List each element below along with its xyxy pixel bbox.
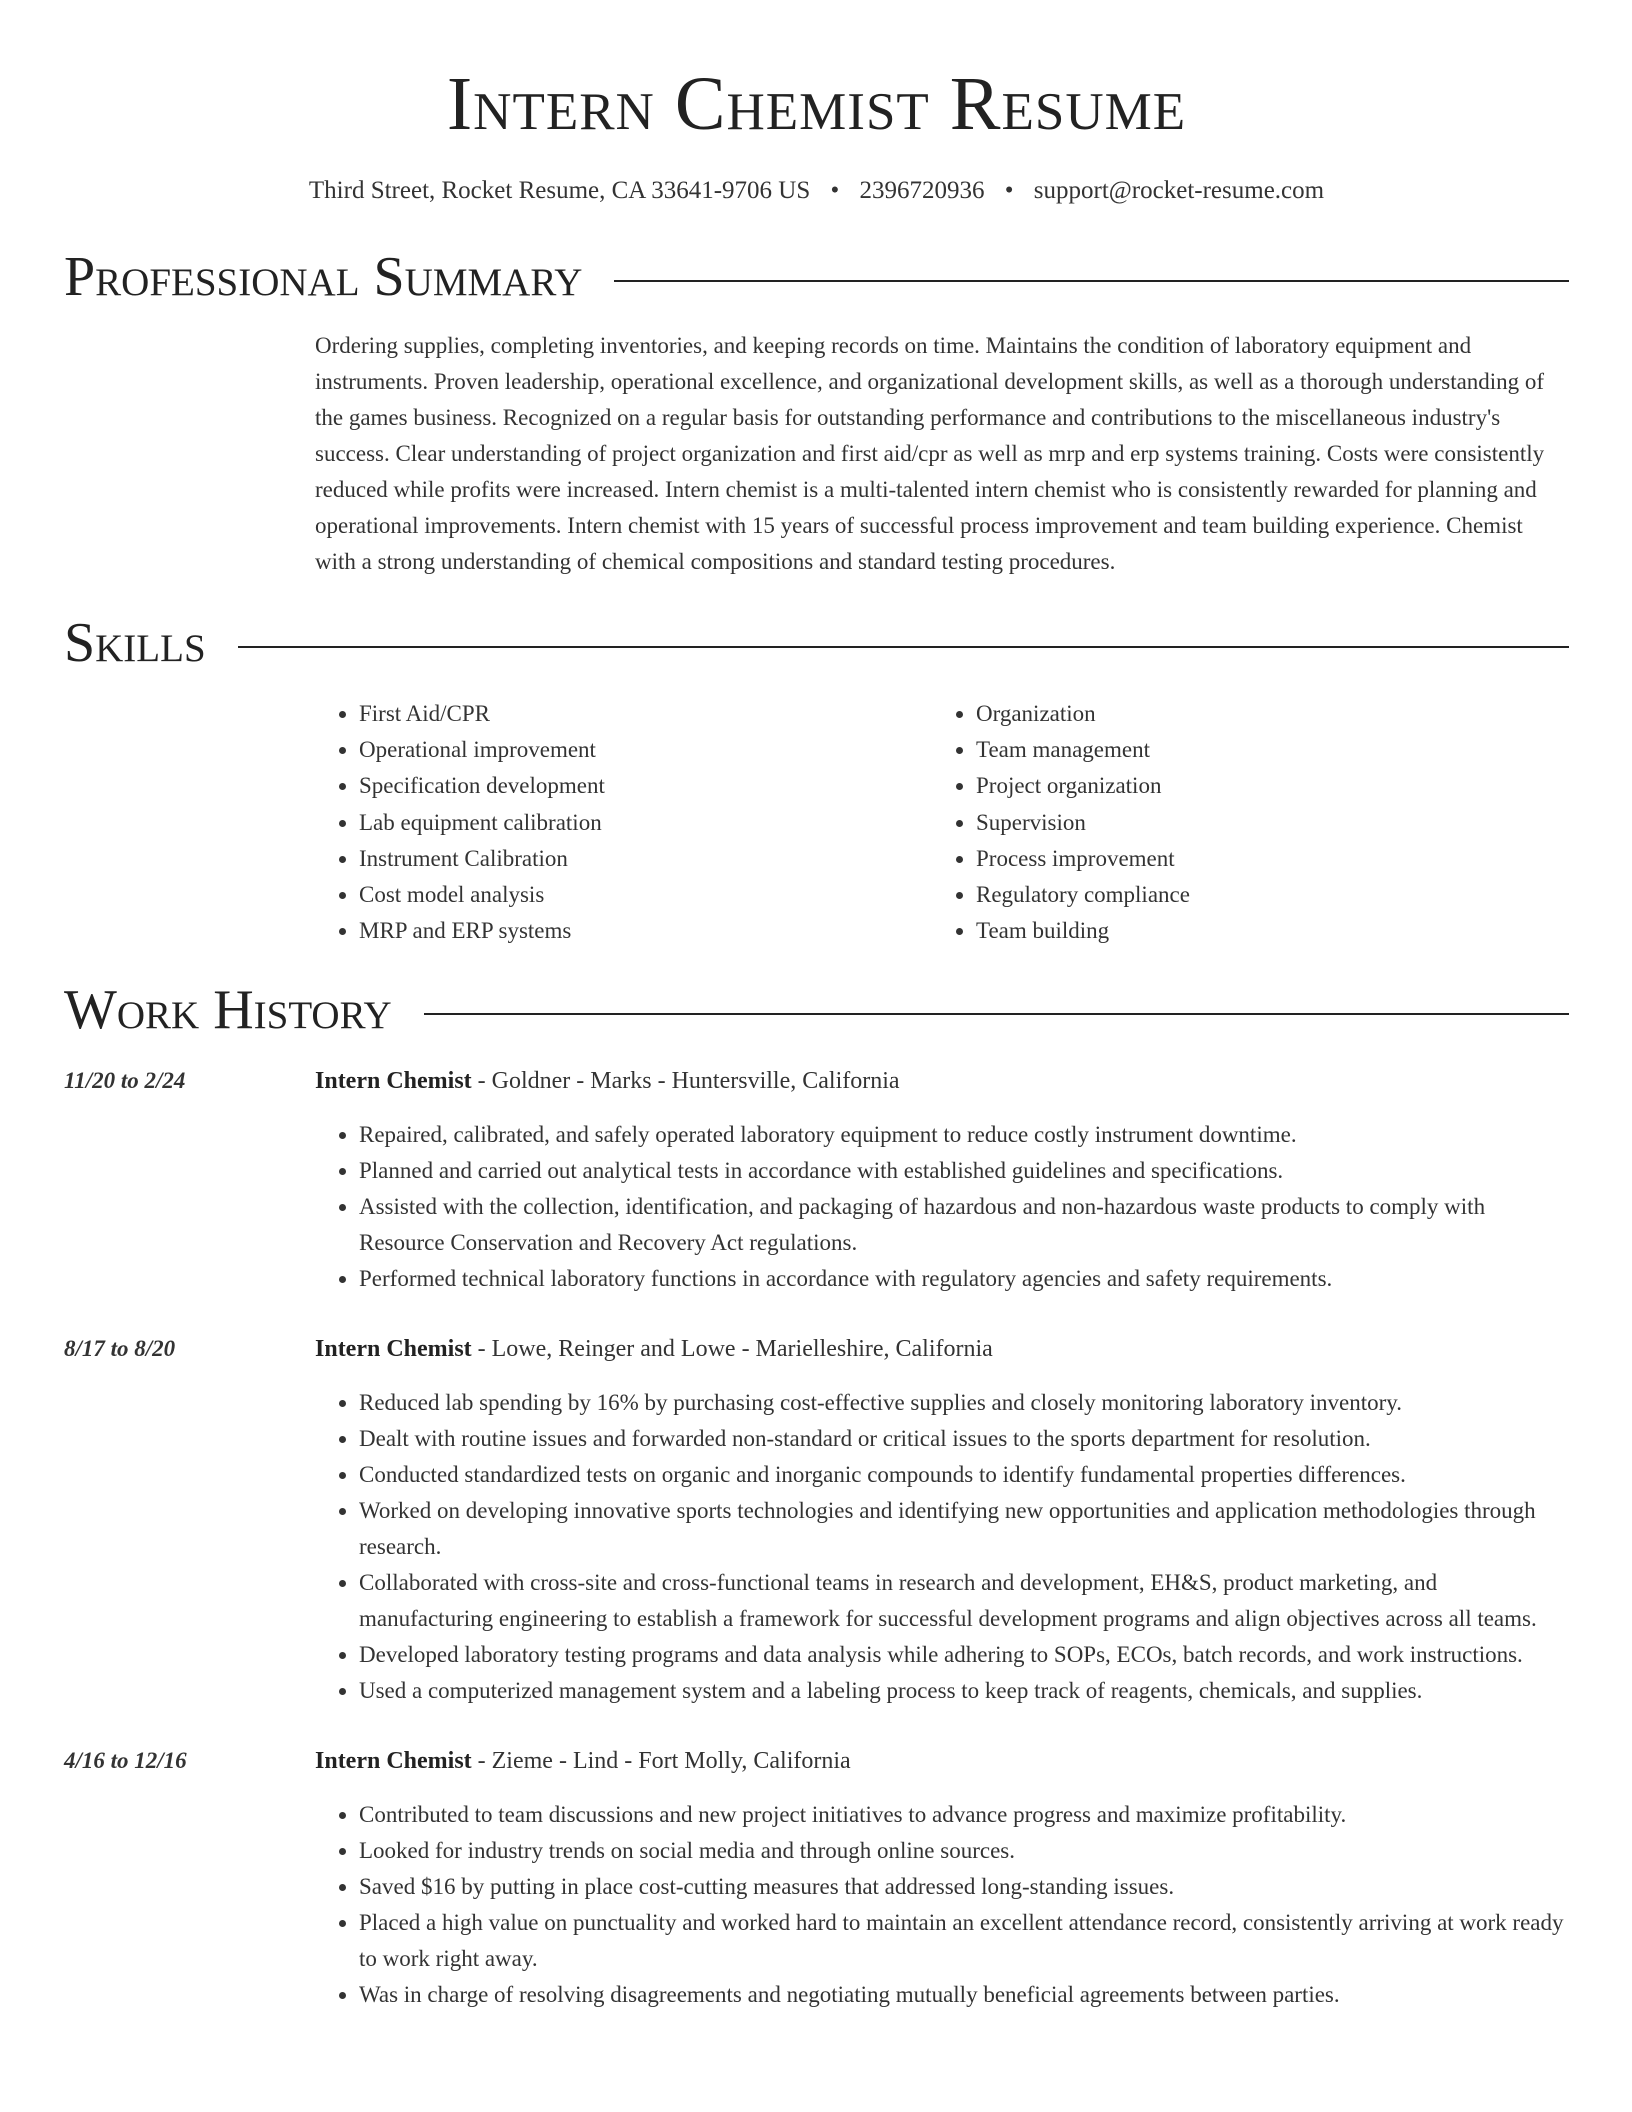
job-bullet: • Dealt with routine issues and forwarded non-standard or critical issues to the sports department for resolution. — [359, 1421, 1569, 1457]
job-heading — [315, 1743, 1569, 1779]
skill-item: • Operational improvement — [359, 732, 932, 768]
job-title: Intern Chemist — [315, 1748, 472, 1775]
skills-left-column — [315, 696, 932, 949]
resume-page — [64, 0, 1569, 2013]
skill-item: • Regulatory compliance — [976, 877, 1549, 913]
skill-item: • Project organization — [976, 768, 1549, 804]
skill-item: • Organization — [976, 696, 1549, 732]
skills-heading: Skills — [64, 612, 206, 674]
skill-item: • Team building — [976, 913, 1549, 949]
contact-email: support@rocket-resume.com — [1033, 177, 1325, 204]
resume-title: Intern Chemist Resume — [446, 62, 1187, 146]
work-heading: Work History — [64, 979, 392, 1042]
summary-section-header — [64, 242, 1569, 312]
job-entry — [64, 1331, 1569, 1709]
job-bullet-list — [315, 1385, 1569, 1709]
skill-item: • Instrument Calibration — [359, 841, 932, 877]
contact-separator: • — [830, 177, 840, 204]
job-bullet: • Assisted with the collection, identification, and packaging of hazardous and non-hazardous waste products to comply with Resource Conservation and Recovery Act regulations. — [359, 1189, 1569, 1261]
job-heading — [315, 1063, 1569, 1099]
job-bullet: • Performed technical laboratory functions in accordance with regulatory agencies and safety requirements. — [359, 1261, 1569, 1297]
job-bullet-list — [315, 1117, 1569, 1297]
job-bullet: • Placed a high value on punctuality and worked hard to maintain an excellent attendance record, consistently arriving at work ready to work right away. — [359, 1905, 1569, 1977]
job-bullet: • Contributed to team discussions and new project initiatives to advance progress and maximize profitability. — [359, 1797, 1569, 1833]
job-bullet: • Looked for industry trends on social media and through online sources. — [359, 1833, 1569, 1869]
job-employer: - Lowe, Reinger and Lowe - Marielleshire, California — [471, 1336, 993, 1363]
job-bullet: • Repaired, calibrated, and safely operated laboratory equipment to reduce costly instrument downtime. — [359, 1117, 1569, 1153]
job-dates: 8/17 to 8/20 — [64, 1336, 176, 1362]
skills-right-column — [932, 696, 1549, 949]
skill-item: • Team management — [976, 732, 1549, 768]
job-bullet: • Worked on developing innovative sports technologies and identifying new opportunities and application methodologies through research. — [359, 1493, 1569, 1565]
job-entry — [64, 1743, 1569, 2013]
contact-line — [64, 174, 1569, 208]
section-divider — [614, 280, 1569, 282]
job-employer: - Goldner - Marks - Huntersville, California — [471, 1068, 900, 1095]
job-title: Intern Chemist — [315, 1336, 472, 1363]
job-dates: 4/16 to 12/16 — [64, 1748, 187, 1774]
job-heading — [315, 1331, 1569, 1367]
job-title: Intern Chemist — [315, 1068, 472, 1095]
job-employer: - Zieme - Lind - Fort Molly, California — [471, 1748, 851, 1775]
job-bullet: • Saved $16 by putting in place cost-cutting measures that addressed long-standing issues. — [359, 1869, 1569, 1905]
skills-grid — [315, 696, 1569, 949]
section-divider — [238, 646, 1569, 648]
job-bullet: • Was in charge of resolving disagreements and negotiating mutually beneficial agreements between parties. — [359, 1977, 1569, 2013]
skill-item: • Supervision — [976, 805, 1549, 841]
job-body — [315, 1743, 1569, 2013]
section-divider — [424, 1013, 1569, 1015]
job-bullet: • Reduced lab spending by 16% by purchasing cost-effective supplies and closely monitoring laboratory inventory. — [359, 1385, 1569, 1421]
job-bullet: • Collaborated with cross-site and cross-functional teams in research and development, EH&S, product marketing, and manufacturing engineering to establish a framework for successful development programs and align objectives across all teams. — [359, 1565, 1569, 1637]
skills-section-header — [64, 608, 1569, 678]
contact-address: Third Street, Rocket Resume, CA 33641-9706 US — [308, 177, 811, 204]
work-section-header — [64, 975, 1569, 1045]
summary-text: Ordering supplies, completing inventories, and keeping records on time. Maintains the condition of laboratory equipment and instruments. Proven leadership, operational excellence, and organizational development skills, as well as a thorough understanding of the games business. Recognized on a regular basis for outstanding performance and contributions to the miscellaneous industry's success. Clear understanding of project organization and first aid/cpr as well as mrp and erp systems training. Costs were consistently reduced while profits were increased. Intern chemist is a multi-talented intern chemist who is consistently rewarded for planning and operational improvements. Intern chemist with 15 years of successful process improvement and team building experience. Chemist with a strong understanding of chemical compositions and standard testing procedures. — [315, 333, 1545, 574]
job-entry — [64, 1063, 1569, 1297]
skill-item: • Lab equipment calibration — [359, 805, 932, 841]
job-bullet-list — [315, 1797, 1569, 2013]
summary-heading: Professional Summary — [64, 246, 583, 308]
job-bullet: • Developed laboratory testing programs and data analysis while adhering to SOPs, ECOs, batch records, and work instructions. — [359, 1637, 1569, 1673]
skill-item: • Process improvement — [976, 841, 1549, 877]
contact-separator: • — [1004, 177, 1014, 204]
job-bullet: • Planned and carried out analytical tests in accordance with established guidelines and specifications. — [359, 1153, 1569, 1189]
contact-phone: 2396720936 — [859, 177, 985, 204]
skill-item: • First Aid/CPR — [359, 696, 932, 732]
skill-item: • MRP and ERP systems — [359, 913, 932, 949]
job-body — [315, 1063, 1569, 1297]
job-body — [315, 1331, 1569, 1709]
skill-item: • Specification development — [359, 768, 932, 804]
job-dates: 11/20 to 2/24 — [64, 1068, 186, 1094]
skill-item: • Cost model analysis — [359, 877, 932, 913]
job-bullet: • Conducted standardized tests on organic and inorganic compounds to identify fundamental properties differences. — [359, 1457, 1569, 1493]
job-bullet: • Used a computerized management system and a labeling process to keep track of reagents, chemicals, and supplies. — [359, 1673, 1569, 1709]
